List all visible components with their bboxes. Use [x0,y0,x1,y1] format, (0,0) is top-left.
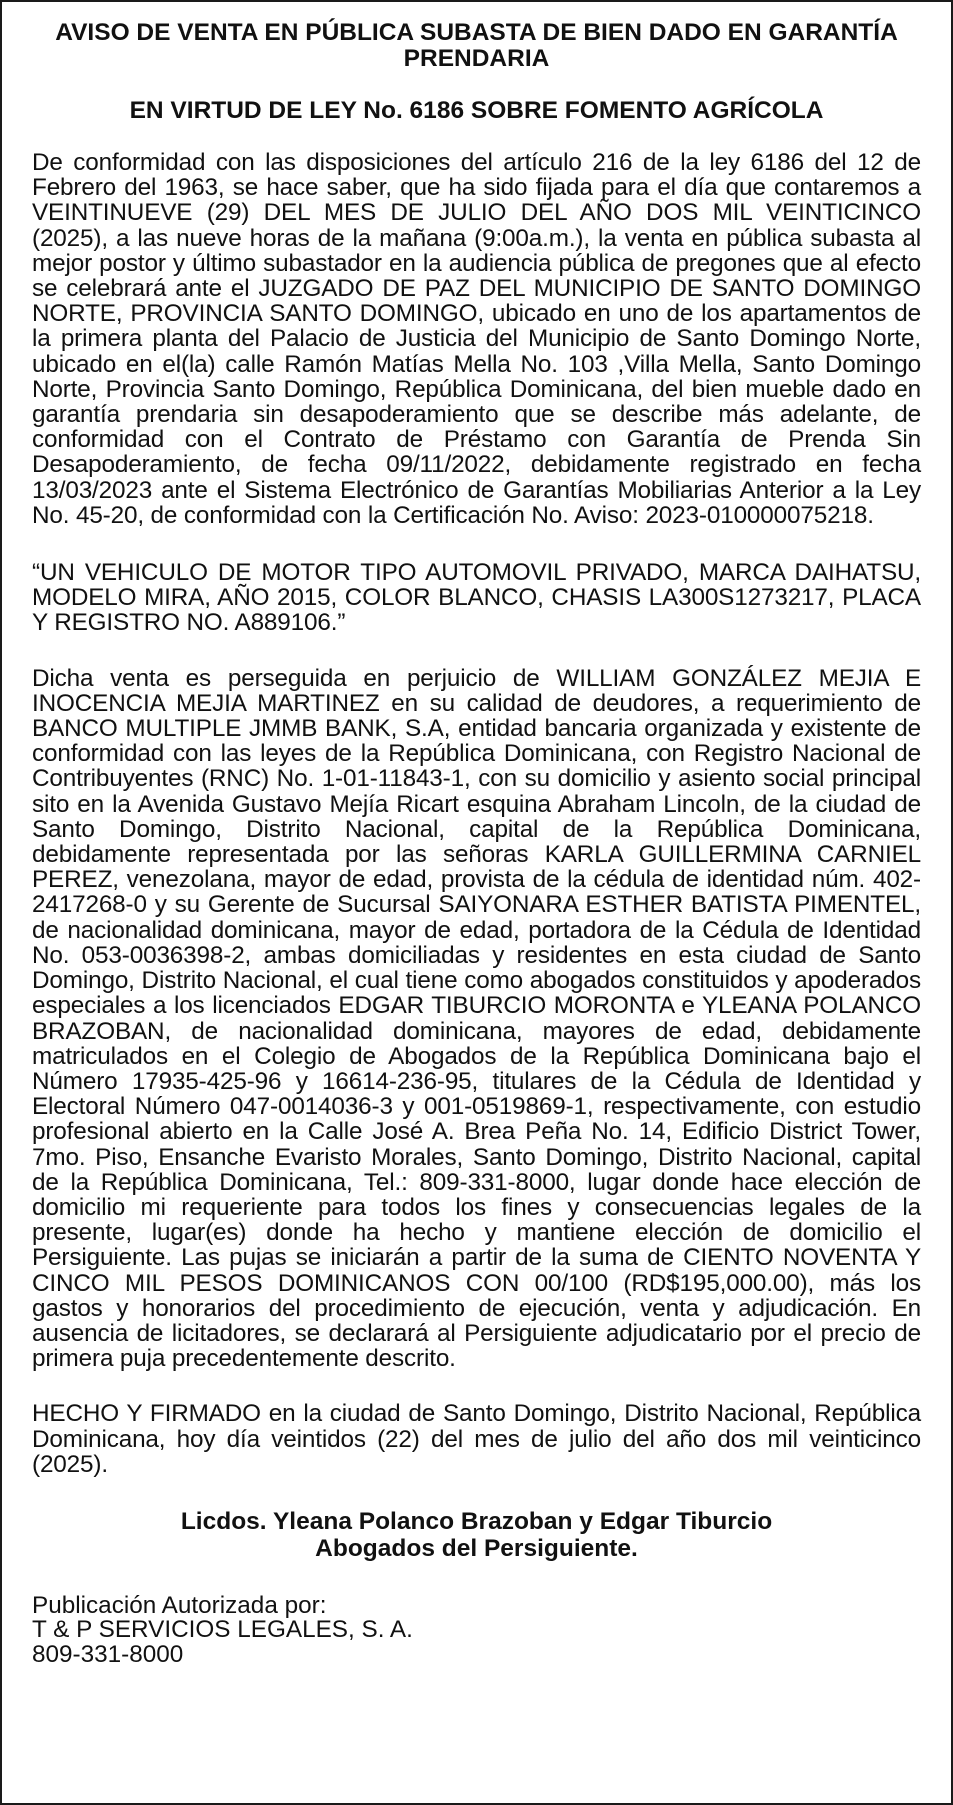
parties-paragraph: Dicha venta es perseguida en perjuicio de WILLIAM GONZÁLEZ MEJIA E INOCENCIA MEJIA MARTINEZ en su calidad de deudores, a requerimiento de BANCO MULTIPLE JMMB BANK, S.A, entidad bancaria organizada y existente de conformidad con las leyes de la República Dominicana, con Registro Nacional de Contribuyentes (RNC) No. 1-01-11843-1, con su domicilio y asiento social principal sito en la Avenida Gustavo Mejía Ricart esquina Abraham Lincoln, de la ciudad de Santo Domingo, Distrito Nacional, capital de la República Dominicana, debidamente representada por las señoras KARLA GUILLERMINA CARNIEL PEREZ, venezolana, mayor de edad, provista de la cédula de identidad núm. 402-2417268-0 y su Gerente de Sucursal SAIYONARA ESTHER BATISTA PIMENTEL, de nacionalidad dominicana, mayor de edad, portadora de la Cédula de Identidad No. 053-0036398-2, ambas domiciliadas y residentes en esta ciudad de Santo Domingo, Distrito Nacional, el cual tiene como abogados constituidos y apoderados especiales a los licenciados EDGAR TIBURCIO MORONTA e YLEANA POLANCO BRAZOBAN, de nacionalidad dominicana, mayores de edad, debidamente matriculados en el Colegio de Abogados de la República Dominicana bajo el Número 17935-425-96 y 16614-236-95, titulares de la Cédula de Identidad y Electoral Número 047-0014036-3 y 001-0519869-1, respectivamente, con estudio profesional abierto en la Calle José A. Brea Peña No. 14, Edificio District Tower, 7mo. Piso, Ensanche Evaristo Morales, Santo Domingo, Distrito Nacional, capital de la República Dominicana, Tel.: 809-331-8000, lugar donde hace elección de domicilio mi requeriente para todos los fines y consecuencias legales de la presente, lugar(es) donde ha hecho y mantiene elección de domicilio el Persiguiente. Las pujas se iniciarán a partir de la suma de CIENTO NOVENTA Y CINCO MIL PESOS DOMINICANOS CON 00/100 (RD$195,000.00), más los gastos y honorarios del procedimiento de ejecución, venta y adjudicación. En ausencia de licitadores, se declarará al Persiguiente adjudicatario por el precio de primera puja precedentemente descrito. [32,664,921,1373]
publication-label: Publicación Autorizada por: [32,1591,327,1619]
notice-title: AVISO DE VENTA EN PÚBLICA SUBASTA DE BIEN DADO EN GARANTÍA PRENDARIA [55,19,898,72]
signature-names: Licdos. Yleana Polanco Brazoban y Edgar Tiburcio [180,1507,773,1535]
publisher-name: T & P SERVICIOS LEGALES, S. A. [32,1616,413,1644]
vehicle-description-paragraph: “UN VEHICULO DE MOTOR TIPO AUTOMOVIL PRIVADO, MARCA DAIHATSU, MODELO MIRA, AÑO 2015, COLOR BLANCO, CHASIS LA300S1273217, PLACA Y REGISTRO NO. A889106.” [32,559,921,637]
signature-block [32,1508,921,1562]
publisher-phone: 809-331-8000 [32,1640,184,1668]
auction-details-paragraph: De conformidad con las disposiciones del artículo 216 de la ley 6186 del 12 de Febrero del 1963, se hace saber, que ha sido fijada para el día que contaremos a VEINTINUEVE (29) DEL MES DE JULIO DEL AÑO DOS MIL VEINTICINCO (2025), a las nueve horas de la mañana (9:00a.m.), la venta en pública subasta al mejor postor y último subastador en la audiencia pública de pregones que al efecto se celebrará ante el JUZGADO DE PAZ DEL MUNICIPIO DE SANTO DOMINGO NORTE, PROVINCIA SANTO DOMINGO, ubicado en uno de los apartamentos de la primera planta del Palacio de Justicia del Municipio de Santo Domingo Norte, ubicado en el(la) calle Ramón Matías Mella No. 103 ,Villa Mella, Santo Domingo Norte, Provincia Santo Domingo, República Dominicana, del bien mueble dado en garantía prendaria sin desapoderamiento que se describe más adelante, de conformidad con el Contrato de Préstamo con Garantía de Prenda Sin Desapoderamiento, de fecha 09/11/2022, debidamente registrado en fecha 13/03/2023 ante el Sistema Electrónico de Garantías Mobiliarias Anterior a la Ley No. 45-20, de conformidad con la Certificación No. Aviso: 2023-010000075218. [32,149,921,529]
signature-role: Abogados del Persiguiente. [315,1534,638,1562]
signing-paragraph: HECHO Y FIRMADO en la ciudad de Santo Domingo, Distrito Nacional, República Dominicana, hoy día veintidos (22) del mes de julio del año dos mil veinticinco (2025). [32,1400,921,1478]
notice-subtitle: EN VIRTUD DE LEY No. 6186 SOBRE FOMENTO AGRÍCOLA [129,97,824,124]
publication-block [32,1591,921,1668]
